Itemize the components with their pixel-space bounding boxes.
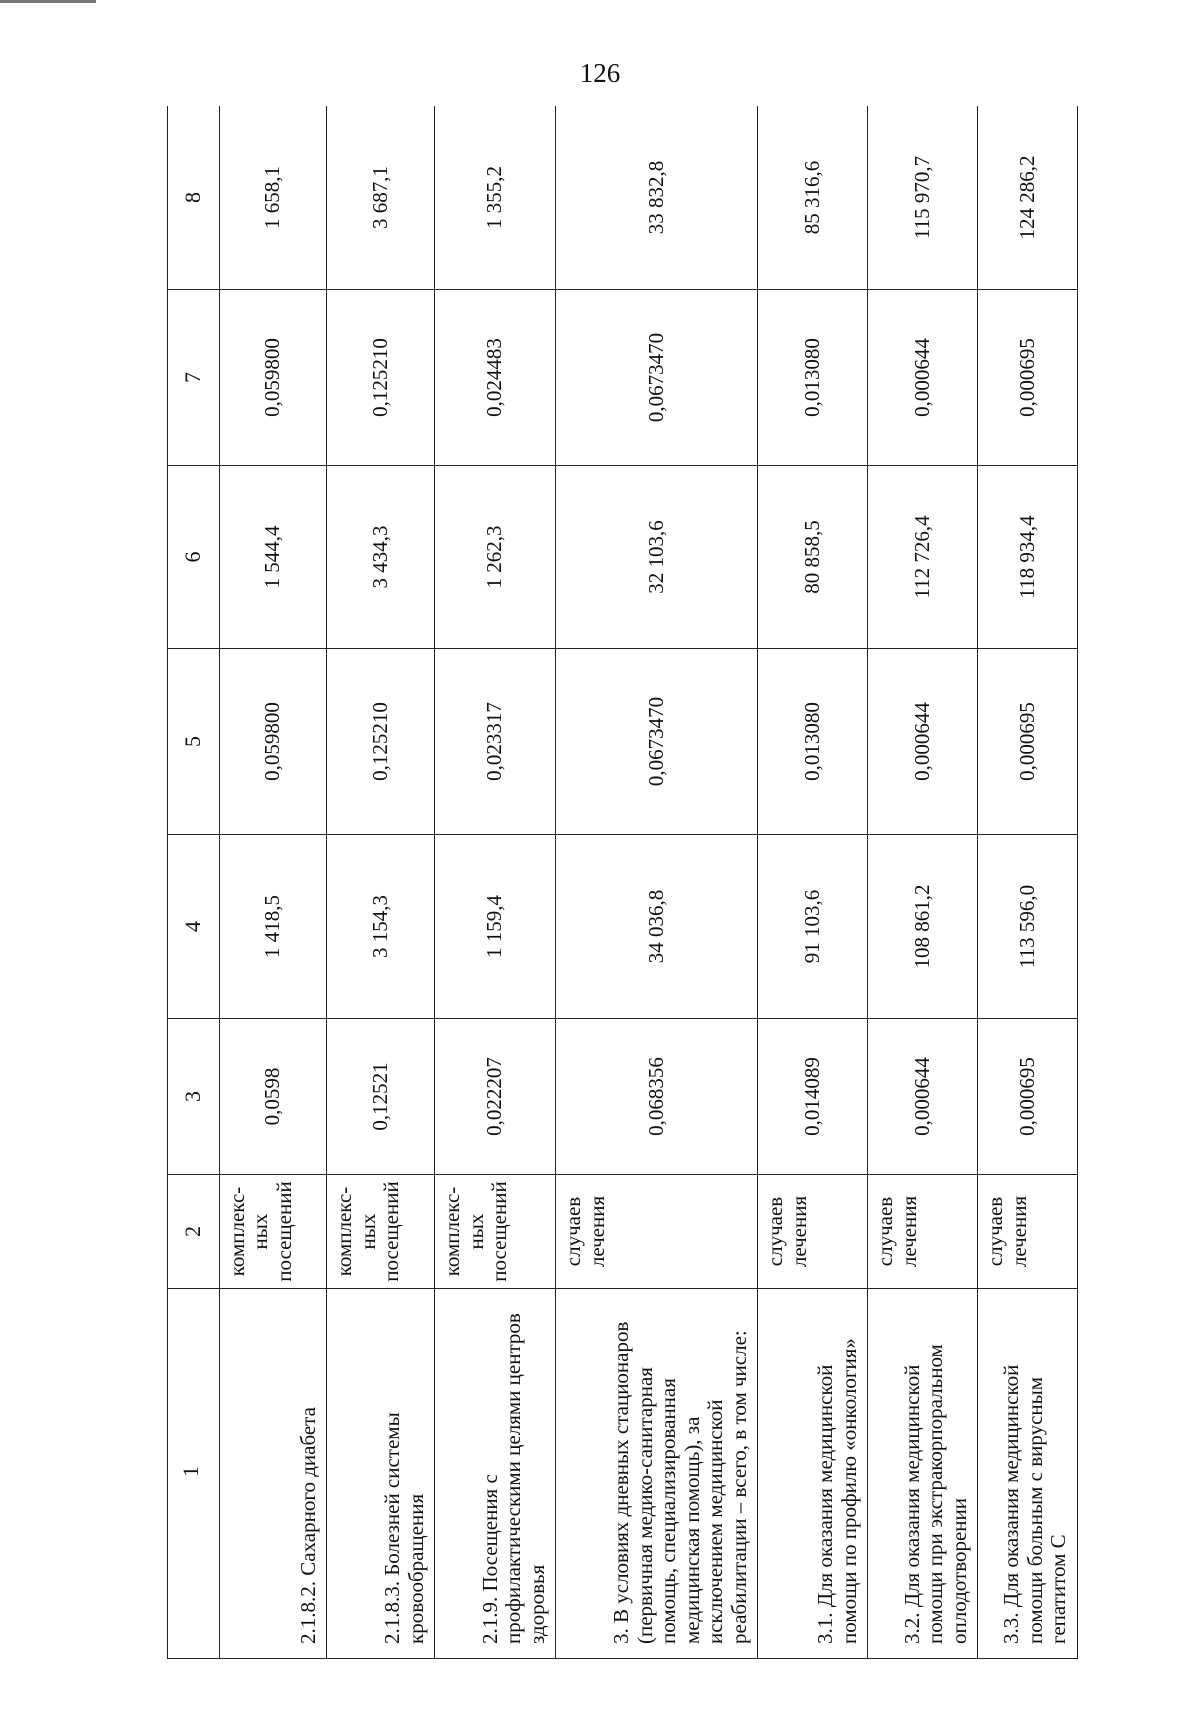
value-cell-8: 124 286,2	[978, 106, 1078, 290]
value-cell-8: 85 316,6	[758, 106, 868, 290]
row-label-cell: 2.1.9. Посещения с профилактическими целями центров здоровья	[435, 1289, 556, 1659]
column-header-8: 8	[168, 106, 220, 290]
value-cell-6: 32 103,6	[556, 466, 758, 649]
unit-cell: комплекс-ных посещений	[219, 1175, 327, 1289]
value-cell-5: 0,000644	[868, 649, 978, 835]
value-cell-5: 0,0673470	[556, 649, 758, 835]
table-row	[219, 106, 327, 1659]
data-table	[167, 106, 1078, 1659]
unit-cell: случаев лечения	[758, 1175, 868, 1289]
value-cell-3: 0,000644	[868, 1019, 978, 1175]
value-cell-4: 1 418,5	[219, 835, 327, 1019]
unit-cell: случаев лечения	[978, 1175, 1078, 1289]
value-cell-7: 0,059800	[219, 290, 327, 466]
value-cell-8: 1 355,2	[435, 106, 556, 290]
table-row	[327, 106, 435, 1659]
value-cell-5: 0,013080	[758, 649, 868, 835]
row-label-cell: 3.2. Для оказания медицинской помощи при экстракорпоральном оплодотворении	[868, 1289, 978, 1659]
value-cell-4: 1 159,4	[435, 835, 556, 1019]
unit-cell: случаев лечения	[868, 1175, 978, 1289]
table-row	[758, 106, 868, 1659]
value-cell-7: 0,000695	[978, 290, 1078, 466]
unit-cell: случаев лечения	[556, 1175, 758, 1289]
value-cell-5: 0,000695	[978, 649, 1078, 835]
scan-edge-mark	[0, 0, 96, 3]
column-header-4: 4	[168, 835, 220, 1019]
table-row	[435, 106, 556, 1659]
column-header-2: 2	[168, 1175, 220, 1289]
row-label-cell: 3.1. Для оказания медицинской помощи по профилю «онкология»	[758, 1289, 868, 1659]
value-cell-6: 1 544,4	[219, 466, 327, 649]
row-label-cell: 2.1.8.2. Сахарного диабета	[219, 1289, 327, 1659]
page-number: 126	[579, 58, 621, 88]
table-row	[978, 106, 1078, 1659]
row-label-cell: 2.1.8.3. Болезней системы кровообращения	[327, 1289, 435, 1659]
row-label-cell: 3.3. Для оказания медицинской помощи больным с вирусным гепатитом С	[978, 1289, 1078, 1659]
value-cell-8: 3 687,1	[327, 106, 435, 290]
value-cell-7: 0,0673470	[556, 290, 758, 466]
value-cell-3: 0,068356	[556, 1019, 758, 1175]
column-header-5: 5	[168, 649, 220, 835]
row-label-cell: 3. В условиях дневных стационаров (первичная медико-санитарная помощь, специализированная медицинская помощь), за исключением медицинской реабилитации – всего, в том числе:	[556, 1289, 758, 1659]
value-cell-7: 0,013080	[758, 290, 868, 466]
unit-cell: комплекс-ных посещений	[435, 1175, 556, 1289]
value-cell-5: 0,023317	[435, 649, 556, 835]
value-cell-5: 0,125210	[327, 649, 435, 835]
value-cell-3: 0,000695	[978, 1019, 1078, 1175]
value-cell-6: 112 726,4	[868, 466, 978, 649]
value-cell-4: 108 861,2	[868, 835, 978, 1019]
value-cell-7: 0,000644	[868, 290, 978, 466]
value-cell-3: 0,12521	[327, 1019, 435, 1175]
value-cell-8: 1 658,1	[219, 106, 327, 290]
value-cell-6: 118 934,4	[978, 466, 1078, 649]
value-cell-6: 80 858,5	[758, 466, 868, 649]
table-row	[868, 106, 978, 1659]
table-row	[556, 106, 758, 1659]
value-cell-3: 0,014089	[758, 1019, 868, 1175]
value-cell-8: 115 970,7	[868, 106, 978, 290]
value-cell-4: 113 596,0	[978, 835, 1078, 1019]
rotated-table-container	[167, 106, 1078, 1659]
unit-cell: комплекс-ных посещений	[327, 1175, 435, 1289]
value-cell-7: 0,024483	[435, 290, 556, 466]
value-cell-6: 1 262,3	[435, 466, 556, 649]
value-cell-5: 0,059800	[219, 649, 327, 835]
value-cell-7: 0,125210	[327, 290, 435, 466]
value-cell-3: 0,022207	[435, 1019, 556, 1175]
value-cell-6: 3 434,3	[327, 466, 435, 649]
value-cell-4: 34 036,8	[556, 835, 758, 1019]
value-cell-8: 33 832,8	[556, 106, 758, 290]
table-frame	[167, 106, 1078, 1659]
column-header-6: 6	[168, 466, 220, 649]
column-header-1: 1	[168, 1289, 220, 1659]
column-header-3: 3	[168, 1019, 220, 1175]
value-cell-4: 91 103,6	[758, 835, 868, 1019]
value-cell-3: 0,0598	[219, 1019, 327, 1175]
value-cell-4: 3 154,3	[327, 835, 435, 1019]
column-header-7: 7	[168, 290, 220, 466]
header-row	[168, 106, 220, 1659]
